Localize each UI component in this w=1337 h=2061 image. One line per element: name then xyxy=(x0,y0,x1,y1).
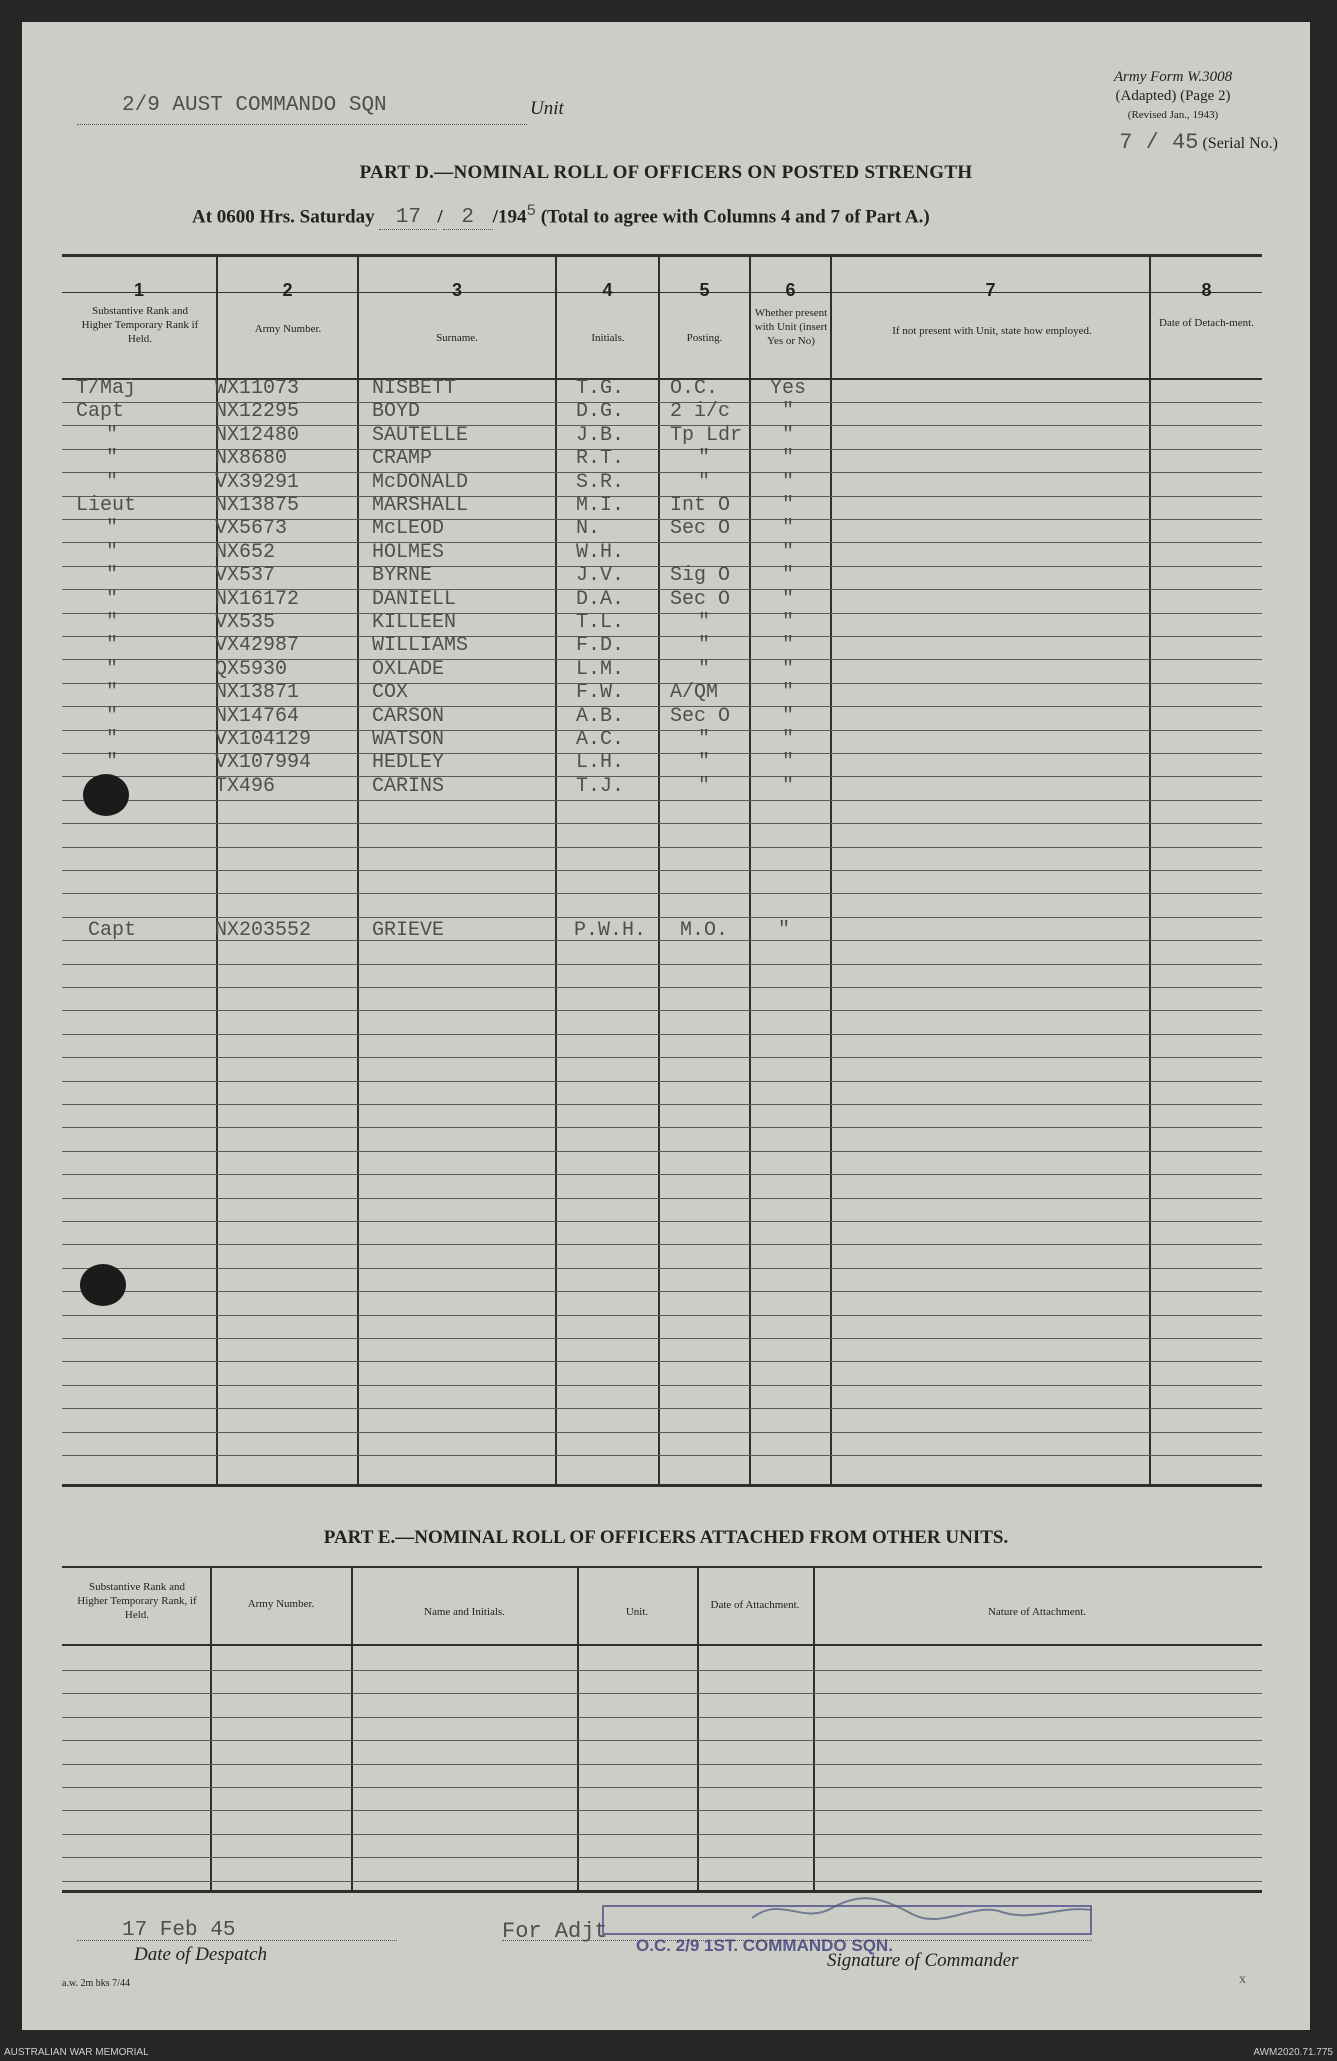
posting-cell: Sec O xyxy=(670,587,731,611)
ruled-line xyxy=(62,1361,1262,1362)
army-number-cell: NX14764 xyxy=(215,704,300,728)
army-number-cell: VX42987 xyxy=(215,634,300,658)
ruled-line xyxy=(62,917,1262,918)
posting-cell: A/QM xyxy=(670,681,719,705)
initials-cell: W.H. xyxy=(576,540,625,564)
ruled-line xyxy=(62,1174,1262,1175)
army-number-cell: NX203552 xyxy=(215,919,312,942)
present-cell: " xyxy=(782,470,795,494)
e-col-divider-5 xyxy=(813,1566,815,1892)
ruled-line xyxy=(62,847,1262,848)
rank-cell: " xyxy=(106,751,119,775)
e-col-divider-2 xyxy=(351,1566,353,1892)
surname-cell: SAUTELLE xyxy=(372,423,469,447)
ruled-line xyxy=(62,1740,1262,1741)
part-e-header-rule xyxy=(62,1644,1262,1646)
rank-cell: " xyxy=(106,611,119,634)
ruled-line xyxy=(62,1810,1262,1811)
army-number-cell: NX652 xyxy=(215,540,276,564)
ruled-line xyxy=(62,1408,1262,1409)
ruled-line xyxy=(62,1834,1262,1835)
initials-cell: D.G. xyxy=(576,400,625,424)
ruled-line xyxy=(62,1787,1262,1788)
archive-label: AUSTRALIAN WAR MEMORIAL xyxy=(4,2047,149,2058)
ruled-line xyxy=(62,1127,1262,1128)
ruled-line xyxy=(62,1385,1262,1386)
initials-cell: J.B. xyxy=(576,423,625,447)
rank-cell: " xyxy=(106,564,119,588)
ruled-line xyxy=(62,1034,1262,1035)
present-cell: " xyxy=(782,681,795,705)
rank-cell: " xyxy=(106,728,119,751)
e-header-rank: Substantive Rank and Higher Temporary Rank, if Held. xyxy=(77,1581,197,1621)
header-rank: Substantive Rank and Higher Temporary Rank if Held. xyxy=(81,305,199,345)
surname-cell: McLEOD xyxy=(372,517,445,541)
posting-cell: " xyxy=(698,657,711,681)
ruled-line xyxy=(62,1104,1262,1105)
punch-hole-top xyxy=(83,774,129,816)
surname-cell: CARSON xyxy=(372,704,445,728)
col-number-2: 2 xyxy=(282,280,293,300)
initials-cell: A.B. xyxy=(576,704,625,728)
for-adjutant: For Adjt xyxy=(502,1919,608,1944)
posting-cell: " xyxy=(698,634,711,658)
corner-mark: x xyxy=(1239,1972,1246,1987)
present-cell: " xyxy=(778,919,791,942)
army-number-cell: NX13871 xyxy=(215,681,300,705)
posting-cell: " xyxy=(698,470,711,494)
table-top-rule xyxy=(62,254,1262,257)
e-header-unit: Unit. xyxy=(625,1606,649,1618)
present-cell: " xyxy=(782,423,795,447)
ruled-line xyxy=(62,1198,1262,1199)
army-number-cell: TX496 xyxy=(215,774,276,798)
initials-cell: T.J. xyxy=(576,774,625,798)
present-cell: " xyxy=(782,517,795,541)
form-reference xyxy=(1068,68,1278,125)
army-number-cell: VX107994 xyxy=(215,751,312,775)
ruled-line xyxy=(62,1151,1262,1152)
present-cell: " xyxy=(782,634,795,658)
present-cell: " xyxy=(782,774,795,798)
posting-cell: M.O. xyxy=(680,919,729,942)
surname-cell: BYRNE xyxy=(372,564,433,588)
army-number-cell: VX104129 xyxy=(215,728,312,751)
header-employed: If not present with Unit, state how employed. xyxy=(892,325,1092,337)
ruled-line xyxy=(62,1693,1262,1694)
initials-cell: D.A. xyxy=(576,587,625,611)
printer-note: a.w. 2m bks 7/44 xyxy=(62,1978,130,1989)
surname-cell: HEDLEY xyxy=(372,751,445,775)
surname-cell: MARSHALL xyxy=(372,494,469,517)
ruled-line xyxy=(62,1268,1262,1269)
present-cell: " xyxy=(782,447,795,471)
ruled-line xyxy=(62,1081,1262,1082)
posting-cell: " xyxy=(698,611,711,634)
col-number-5: 5 xyxy=(699,280,710,300)
posting-cell: Tp Ldr xyxy=(670,423,743,447)
ruled-line xyxy=(62,893,1262,894)
form-sheet xyxy=(22,22,1310,2030)
e-col-divider-3 xyxy=(577,1566,579,1892)
army-number-cell: NX16172 xyxy=(215,587,300,611)
month-value: 2 xyxy=(443,206,493,230)
e-header-nature: Nature of Attachment. xyxy=(987,1606,1087,1618)
surname-cell: McDONALD xyxy=(372,470,469,494)
initials-cell: S.R. xyxy=(576,470,625,494)
present-cell: " xyxy=(782,587,795,611)
serial-number xyxy=(1119,130,1278,155)
serial-label: (Serial No.) xyxy=(1202,135,1278,152)
present-cell: " xyxy=(782,564,795,588)
header-present: Whether present with Unit (insert Yes or No) xyxy=(754,307,828,347)
col-number-4: 4 xyxy=(602,280,613,300)
rank-cell: " xyxy=(106,634,119,658)
army-number-cell: WX11073 xyxy=(215,377,300,400)
rank-cell: Lieut xyxy=(76,494,137,517)
army-number-cell: VX535 xyxy=(215,611,276,634)
signature-scribble xyxy=(742,1890,1102,1930)
present-cell: " xyxy=(782,657,795,681)
col-number-8: 8 xyxy=(1201,280,1212,300)
e-col-divider-1 xyxy=(210,1566,212,1892)
posting-cell: 2 i/c xyxy=(670,400,731,424)
rank-cell: " xyxy=(106,657,119,681)
rank-cell: " xyxy=(106,681,119,705)
initials-cell: T.L. xyxy=(576,611,625,634)
initials-cell: P.W.H. xyxy=(574,919,647,942)
initials-cell: M.I. xyxy=(576,494,625,517)
surname-cell: WATSON xyxy=(372,728,445,751)
ruled-line xyxy=(62,870,1262,871)
ruled-line xyxy=(62,1057,1262,1058)
unit-label: Unit xyxy=(530,98,564,119)
present-cell: " xyxy=(782,611,795,634)
unit-value: 2/9 AUST COMMANDO SQN xyxy=(122,94,387,117)
rank-cell: " xyxy=(106,470,119,494)
rank-cell: " xyxy=(106,447,119,471)
despatch-date: 17 Feb 45 xyxy=(122,1919,236,1942)
posting-cell: Int O xyxy=(670,494,731,517)
initials-cell: F.D. xyxy=(576,634,625,658)
date-line: At 0600 Hrs. Saturday 17 / 2 $/194^5$ (Total to agree with Columns 4 and 7 of Part A.) xyxy=(192,202,930,230)
e-header-army-number: Army Number. xyxy=(247,1598,315,1610)
ruled-line xyxy=(62,1244,1262,1245)
ruled-line xyxy=(62,1315,1262,1316)
ruled-line xyxy=(62,1432,1262,1433)
ruled-line xyxy=(62,823,1262,824)
day-value: 17 xyxy=(379,206,437,230)
header-posting: Posting. xyxy=(686,332,723,344)
initials-cell: N. xyxy=(576,517,601,541)
part-d-title: PART D.—NOMINAL ROLL OF OFFICERS ON POSTED STRENGTH xyxy=(359,162,973,183)
e-header-name: Name and Initials. xyxy=(424,1606,505,1618)
initials-cell: L.H. xyxy=(576,751,625,775)
header-initials: Initials. xyxy=(591,332,625,344)
surname-cell: HOLMES xyxy=(372,540,445,564)
col-number-1: 1 xyxy=(133,280,144,300)
initials-cell: A.C. xyxy=(576,728,625,751)
despatch-label: Date of Despatch xyxy=(134,1944,267,1965)
surname-cell: COX xyxy=(372,681,409,705)
ruled-line xyxy=(62,987,1262,988)
posting-cell: Sig O xyxy=(670,564,731,588)
total-note: (Total to agree with Columns 4 and 7 of Part A.) xyxy=(540,206,930,228)
present-cell: " xyxy=(782,400,795,424)
initials-cell: R.T. xyxy=(576,447,625,471)
army-number-cell: VX39291 xyxy=(215,470,300,494)
army-number-cell: QX5930 xyxy=(215,657,288,681)
col-number-3: 3 xyxy=(451,280,462,300)
initials-cell: T.G. xyxy=(576,377,625,400)
col-number-7: 7 xyxy=(985,280,996,300)
rank-cell: " xyxy=(106,587,119,611)
header-detachment-date: Date of Detach-ment. xyxy=(1159,317,1254,329)
present-cell: " xyxy=(782,728,795,751)
rank-cell: T/Maj xyxy=(76,377,137,400)
punch-hole-bottom xyxy=(80,1264,126,1306)
surname-cell: BOYD xyxy=(372,400,421,424)
surname-cell: KILLEEN xyxy=(372,611,457,634)
initials-cell: L.M. xyxy=(576,657,625,681)
archive-accession: AWM2020.71.775 xyxy=(1253,2047,1333,2058)
initials-cell: F.W. xyxy=(576,681,625,705)
posting-cell: Sec O xyxy=(670,517,731,541)
surname-cell: CRAMP xyxy=(372,447,433,471)
ruled-line xyxy=(62,1881,1262,1882)
posting-cell: " xyxy=(698,751,711,775)
ruled-line xyxy=(62,964,1262,965)
part-e-title: PART E.—NOMINAL ROLL OF OFFICERS ATTACHED FROM OTHER UNITS. xyxy=(323,1527,1009,1548)
ruled-line xyxy=(62,1010,1262,1011)
rank-cell: Capt xyxy=(88,919,137,942)
form-adapted: (Adapted) (Page 2) xyxy=(1115,88,1231,104)
present-cell: Yes xyxy=(770,377,807,400)
header-army-number: Army Number. xyxy=(254,323,322,335)
army-number-cell: NX12480 xyxy=(215,423,300,447)
army-number-cell: VX5673 xyxy=(215,517,288,541)
present-cell: " xyxy=(782,704,795,728)
ruled-line xyxy=(62,1857,1262,1858)
ruled-line xyxy=(62,1338,1262,1339)
surname-cell: OXLADE xyxy=(372,657,445,681)
army-number-cell: NX12295 xyxy=(215,400,300,424)
rank-cell: " xyxy=(106,704,119,728)
surname-cell: WILLIAMS xyxy=(372,634,469,658)
surname-cell: CARINS xyxy=(372,774,445,798)
ruled-line xyxy=(62,800,1262,801)
army-number-cell: NX8680 xyxy=(215,447,288,471)
rank-cell: " xyxy=(106,423,119,447)
e-col-divider-4 xyxy=(697,1566,699,1892)
header-surname: Surname. xyxy=(436,332,478,344)
form-number: Army Form W.3008 xyxy=(1113,69,1233,85)
ruled-line xyxy=(62,1291,1262,1292)
serial-value: 7 / 45 xyxy=(1119,130,1199,155)
at-prefix: At 0600 Hrs. Saturday xyxy=(192,206,375,228)
part-e-top-rule xyxy=(62,1566,1262,1568)
rank-cell: Capt xyxy=(76,400,125,424)
form-revised: (Revised Jan., 1943) xyxy=(1127,109,1219,121)
present-cell: " xyxy=(782,751,795,775)
ruled-line xyxy=(62,1670,1262,1671)
surname-cell: DANIELL xyxy=(372,587,457,611)
year-digit: 5 xyxy=(526,202,536,220)
posting-cell: " xyxy=(698,728,711,751)
ruled-line xyxy=(62,1764,1262,1765)
present-cell: " xyxy=(782,540,795,564)
surname-cell: NISBETT xyxy=(372,377,457,400)
posting-cell: O.C. xyxy=(670,377,719,400)
posting-cell: Sec O xyxy=(670,704,731,728)
army-number-cell: NX13875 xyxy=(215,494,300,517)
rank-cell: " xyxy=(106,517,119,541)
initials-cell: J.V. xyxy=(576,564,625,588)
signature-label: Signature of Commander xyxy=(827,1950,1019,1971)
posting-cell: " xyxy=(698,774,711,798)
ruled-line xyxy=(62,1221,1262,1222)
surname-cell: GRIEVE xyxy=(372,919,445,942)
present-cell: " xyxy=(782,494,795,517)
ruled-line xyxy=(62,1717,1262,1718)
posting-cell: " xyxy=(698,447,711,471)
year-prefix: 194 xyxy=(497,206,527,228)
stamp-text: O.C. 2/9 1ST. COMMANDO SQN. xyxy=(636,1936,893,1955)
table-bottom-rule xyxy=(62,1484,1262,1487)
col-number-6: 6 xyxy=(785,280,796,300)
e-header-attachment-date: Date of Attachment. xyxy=(710,1599,800,1611)
ruled-line xyxy=(62,1455,1262,1456)
rank-cell: " xyxy=(106,540,119,564)
army-number-cell: VX537 xyxy=(215,564,276,588)
